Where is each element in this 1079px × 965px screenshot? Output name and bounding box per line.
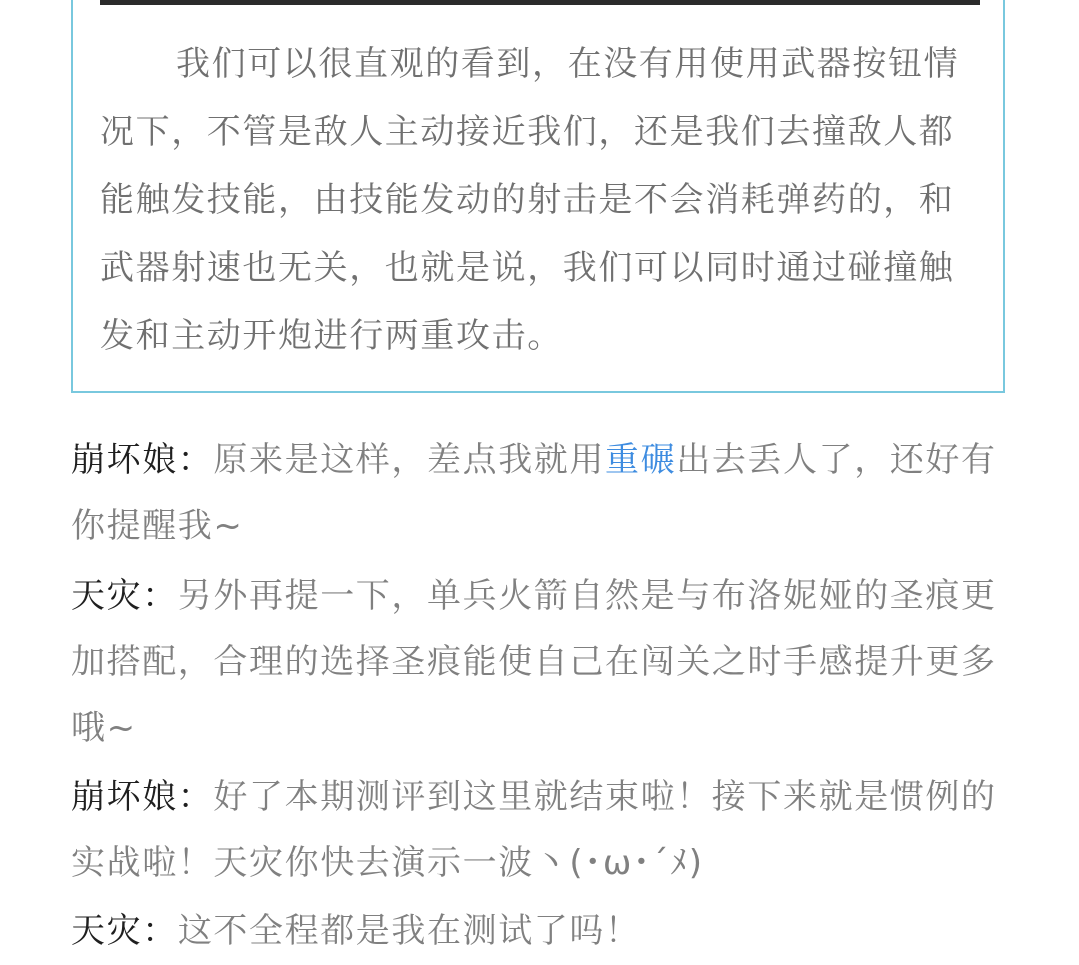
dialogue-line-4 xyxy=(71,898,1011,964)
dialogue-line-1 xyxy=(71,427,1011,559)
speaker-name: 天灾： xyxy=(71,576,178,616)
dialogue-text: 好了本期测评到这里就结束啦！接下来就是惯例的实战啦！天灾你快去演示一波丶(･ω･´ﾒ) xyxy=(71,777,997,883)
dialogue-line-2 xyxy=(71,563,1011,761)
divider-bar xyxy=(100,0,980,5)
dialogue-text: 另外再提一下，单兵火箭自然是与布洛妮娅的圣痕更加搭配，合理的选择圣痕能使自己在闯关之时手感提升更多哦~ xyxy=(71,576,997,748)
note-paragraph: 我们可以很直观的看到，在没有用使用武器按钮情况下，不管是敌人主动接近我们，还是我们去撞敌人都能触发技能，由技能发动的射击是不会消耗弹药的，和武器射速也无关，也就是说，我们可以同时通过碰撞触发和主动开炮进行两重攻击。 xyxy=(100,44,960,356)
dialogue-text: 原来是这样，差点我就用 xyxy=(213,440,606,480)
speaker-name: 天灾： xyxy=(71,911,178,951)
dialogue-text: 这不全程都是我在测试了吗！ xyxy=(177,911,641,951)
dialogue-text: 出去丢人了，还好有你提醒我~ xyxy=(71,440,997,546)
dialogue-line-3 xyxy=(71,764,1011,896)
weapon-link[interactable]: 重碾 xyxy=(605,440,677,480)
speaker-name: 崩坏娘： xyxy=(71,777,214,817)
speaker-name: 崩坏娘： xyxy=(71,440,214,480)
